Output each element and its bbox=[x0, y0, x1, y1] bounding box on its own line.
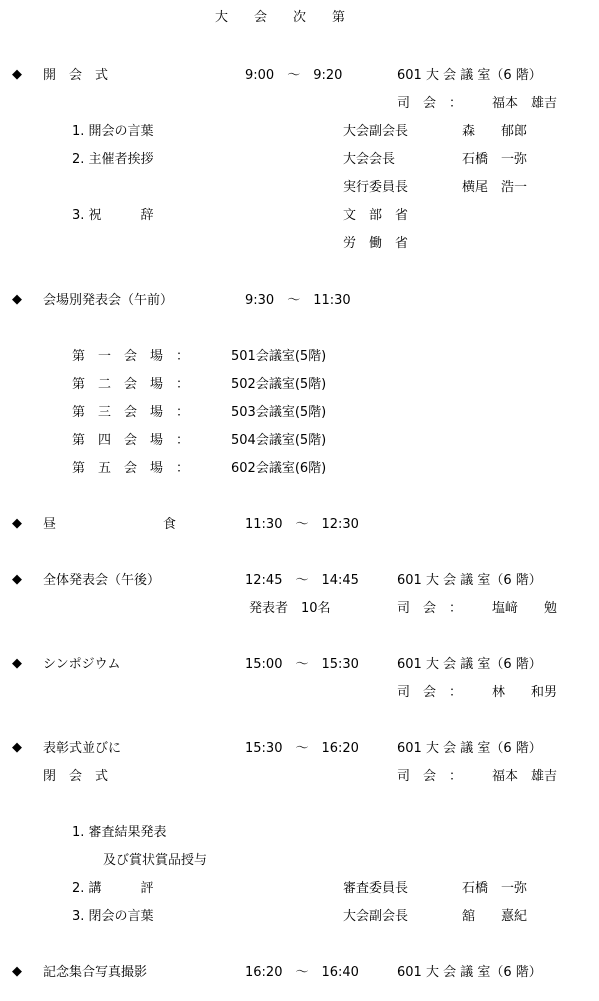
symposium-room: 601 大 会 議 室（6 階） bbox=[397, 657, 542, 672]
bullet-icon: ◆ bbox=[12, 572, 22, 587]
opening-room: 601 大 会 議 室（6 階） bbox=[397, 68, 542, 83]
opening-chair-name: 福本 雄吉 bbox=[492, 96, 558, 111]
opening-item-label: 1. 開会の言葉 bbox=[72, 124, 154, 139]
closing-item-role: 審査委員長 bbox=[343, 881, 409, 896]
opening-item-person: 横尾 浩一 bbox=[462, 180, 528, 195]
symposium-chair-label: 司 会 ： bbox=[397, 685, 463, 700]
photo-room: 601 大 会 議 室（6 階） bbox=[397, 965, 542, 980]
closing-item-person: 舘 憙紀 bbox=[462, 909, 528, 924]
closing-chair-label: 司 会 ： bbox=[397, 769, 463, 784]
closing-item-label: 及び賞状賞品授与 bbox=[103, 853, 208, 868]
bullet-icon: ◆ bbox=[12, 292, 22, 307]
bullet-icon: ◆ bbox=[12, 964, 22, 979]
venue-room: 503会議室(5階) bbox=[231, 405, 327, 420]
closing-room: 601 大 会 議 室（6 階） bbox=[397, 741, 542, 756]
closing-item-person: 石橋 一弥 bbox=[462, 881, 528, 896]
closing-item-role: 大会副会長 bbox=[343, 909, 409, 924]
opening-name: 開 会 式 bbox=[43, 68, 109, 83]
opening-item-role: 文 部 省 bbox=[343, 208, 409, 223]
closing-time: 15:30 ～ 16:20 bbox=[245, 741, 359, 756]
afternoon-presenters: 発表者 10名 bbox=[249, 601, 331, 616]
afternoon-room: 601 大 会 議 室（6 階） bbox=[397, 573, 542, 588]
opening-time: 9:00 ～ 9:20 bbox=[245, 68, 343, 83]
opening-item-role: 労 働 省 bbox=[343, 236, 409, 251]
venue-room: 501会議室(5階) bbox=[231, 349, 327, 364]
opening-item-person: 石橋 一弥 bbox=[462, 152, 528, 167]
afternoon-chair-label: 司 会 ： bbox=[397, 601, 463, 616]
bullet-icon: ◆ bbox=[12, 656, 22, 671]
lunch-time: 11:30 ～ 12:30 bbox=[245, 517, 359, 532]
lunch-name-right: 食 bbox=[163, 517, 177, 532]
bullet-icon: ◆ bbox=[12, 67, 22, 82]
afternoon-chair-name: 塩﨑 勉 bbox=[492, 601, 558, 616]
symposium-time: 15:00 ～ 15:30 bbox=[245, 657, 359, 672]
afternoon-name: 全体発表会（午後） bbox=[43, 573, 161, 588]
closing-name-line2: 閉 会 式 bbox=[43, 769, 109, 784]
closing-item-label: 1. 審査結果発表 bbox=[72, 825, 167, 840]
venue-room: 504会議室(5階) bbox=[231, 433, 327, 448]
venue-name: 第 一 会 場 ： bbox=[72, 349, 190, 364]
symposium-name: シンポジウム bbox=[43, 657, 121, 672]
opening-item-label: 3. 祝 辞 bbox=[72, 208, 154, 223]
closing-name-line1: 表彰式並びに bbox=[43, 741, 122, 756]
bullet-icon: ◆ bbox=[12, 516, 22, 531]
venue-name: 第 五 会 場 ： bbox=[72, 461, 190, 476]
venue-name: 第 四 会 場 ： bbox=[72, 433, 190, 448]
closing-chair-name: 福本 雄吉 bbox=[492, 769, 558, 784]
venue-room: 502会議室(5階) bbox=[231, 377, 327, 392]
venue-name: 第 三 会 場 ： bbox=[72, 405, 190, 420]
morning-name: 会場別発表会（午前） bbox=[43, 293, 174, 308]
closing-item-label: 3. 閉会の言葉 bbox=[72, 909, 154, 924]
opening-item-role: 大会会長 bbox=[343, 152, 396, 167]
opening-item-role: 実行委員長 bbox=[343, 180, 409, 195]
venue-name: 第 二 会 場 ： bbox=[72, 377, 190, 392]
opening-chair-label: 司 会 ： bbox=[397, 96, 463, 111]
opening-item-label: 2. 主催者挨拶 bbox=[72, 152, 154, 167]
symposium-chair-name: 林 和男 bbox=[492, 685, 558, 700]
photo-time: 16:20 ～ 16:40 bbox=[245, 965, 359, 980]
venue-room: 602会議室(6階) bbox=[231, 461, 327, 476]
afternoon-time: 12:45 ～ 14:45 bbox=[245, 573, 359, 588]
lunch-name-left: 昼 bbox=[43, 517, 57, 532]
photo-name: 記念集合写真撮影 bbox=[43, 965, 148, 980]
opening-item-person: 森 郁郎 bbox=[462, 124, 528, 139]
bullet-icon: ◆ bbox=[12, 740, 22, 755]
closing-item-label: 2. 講 評 bbox=[72, 881, 154, 896]
morning-time: 9:30 ～ 11:30 bbox=[245, 293, 351, 308]
page-title: 大 会 次 第 bbox=[215, 10, 346, 25]
opening-item-role: 大会副会長 bbox=[343, 124, 409, 139]
